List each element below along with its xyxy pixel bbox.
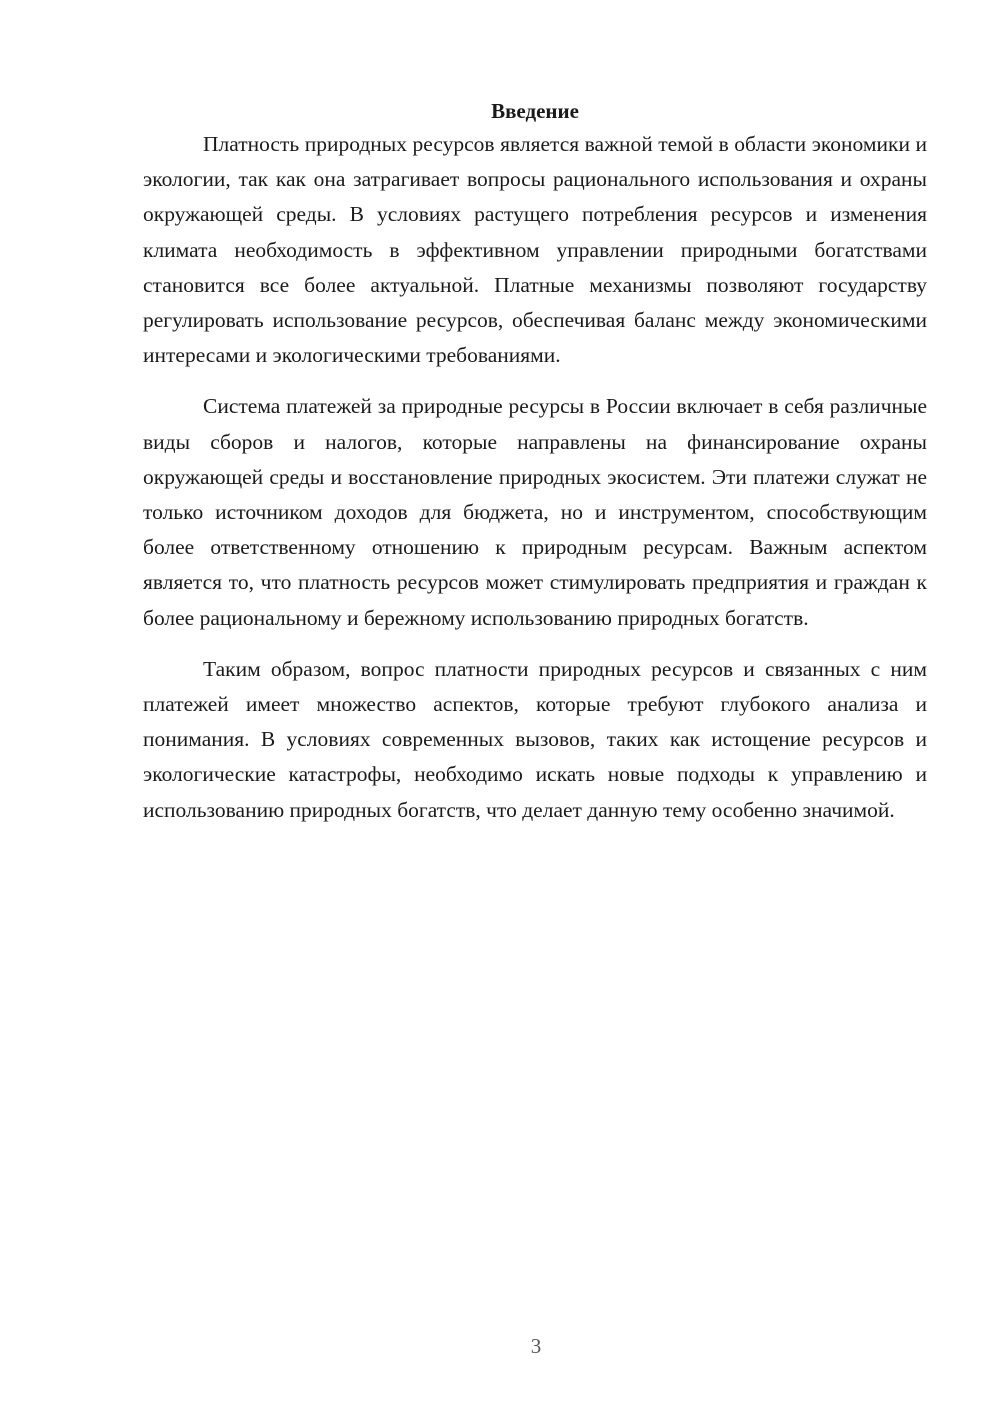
paragraph-3: Таким образом, вопрос платности природных ресурсов и связанных с ним платежей имеет множество аспектов, которые требуют глубокого анализа и понимания. В условиях современных вызовов, таких как истощение ресурсов и экологические катастрофы, необходимо искать новые подходы к управлению и использованию природных богатств, что делает данную тему особенно значимой.: [143, 656, 927, 822]
paragraph-2: Система платежей за природные ресурсы в России включает в себя различные виды сборов и налогов, которые направлены на финансирование охраны окружающей среды и восстановление природных экосистем. Эти платежи служат не только источником доходов для бюджета, но и инструментом, способствующим более ответственному отношению к природным ресурсам. Важным аспектом является то, что платность ресурсов может стимулировать предприятия и граждан к более рациональному и бережному использованию природных богатств.: [143, 394, 927, 630]
paragraph-1: Платность природных ресурсов является важной темой в области экономики и экологии, так как она затрагивает вопросы рационального использования и охраны окружающей среды. В условиях растущего потребления ресурсов и изменения климата необходимость в эффективном управлении природными богатствами становится все более актуальной. Платные механизмы позволяют государству регулировать использование ресурсов, обеспечивая баланс между экономическими интересами и экологическими требованиями.: [143, 132, 927, 368]
page-number: 3: [530, 1334, 542, 1358]
page-content: [143, 96, 927, 844]
section-heading: Введение: [491, 99, 579, 123]
